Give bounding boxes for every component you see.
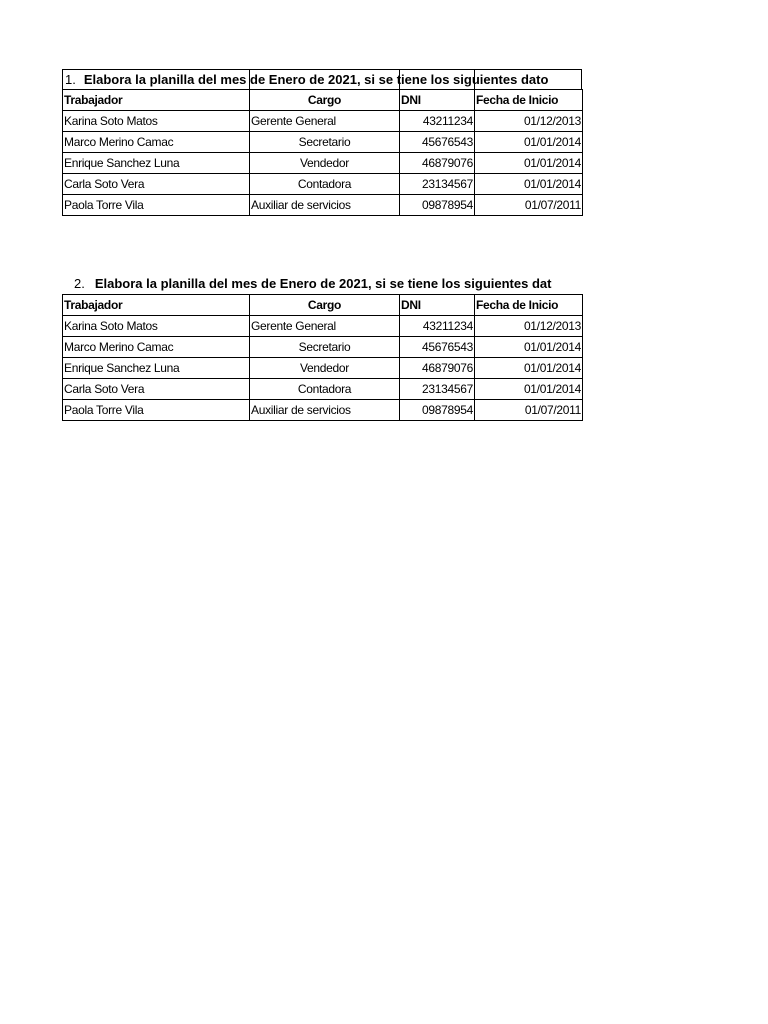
cell-fecha: 01/01/2014: [475, 379, 583, 400]
cell-cargo: Vendedor: [250, 358, 400, 379]
exercise-1-number: 1.: [65, 72, 76, 87]
header-dni: DNI: [400, 90, 475, 111]
cell-trabajador: Enrique Sanchez Luna: [63, 153, 250, 174]
cell-trabajador: Paola Torre Vila: [63, 400, 250, 421]
exercise-1-table: [62, 89, 583, 216]
exercise-1-title-text: Elabora la planilla del mes de Enero de 2021, si se tiene los siguientes dato: [83, 72, 549, 87]
cell-fecha: 01/12/2013: [475, 111, 583, 132]
cell-fecha: 01/01/2014: [475, 174, 583, 195]
cell-trabajador: Karina Soto Matos: [63, 316, 250, 337]
table-row: [63, 153, 583, 174]
cell-cargo: Contadora: [250, 379, 400, 400]
cell-cargo: Secretario: [250, 337, 400, 358]
header-cargo: Cargo: [250, 295, 400, 316]
header-fecha-inicio: Fecha de Inicio: [475, 295, 583, 316]
header-cargo: Cargo: [250, 90, 400, 111]
table-header-row: [63, 295, 583, 316]
cell-fecha: 01/07/2011: [475, 195, 583, 216]
cell-fecha: 01/01/2014: [475, 132, 583, 153]
cell-fecha: 01/01/2014: [475, 358, 583, 379]
cell-dni: 09878954: [400, 195, 475, 216]
cell-cargo: Auxiliar de servicios: [250, 195, 400, 216]
cell-dni: 45676543: [400, 337, 475, 358]
exercise-1-title: [62, 69, 582, 89]
table-row: [63, 400, 583, 421]
cell-cargo: Vendedor: [250, 153, 400, 174]
cell-cargo: Gerente General: [250, 316, 400, 337]
exercise-2-number: 2.: [74, 276, 85, 291]
cell-trabajador: Paola Torre Vila: [63, 195, 250, 216]
exercise-1: [62, 69, 582, 216]
cell-dni: 43211234: [400, 111, 475, 132]
cell-trabajador: Enrique Sanchez Luna: [63, 358, 250, 379]
cell-dni: 46879076: [400, 358, 475, 379]
cell-fecha: 01/01/2014: [475, 153, 583, 174]
cell-cargo: Secretario: [250, 132, 400, 153]
table-row: [63, 132, 583, 153]
cell-fecha: 01/12/2013: [475, 316, 583, 337]
table-row: [63, 174, 583, 195]
header-fecha-inicio: Fecha de Inicio: [475, 90, 583, 111]
cell-dni: 23134567: [400, 174, 475, 195]
cell-fecha: 01/01/2014: [475, 337, 583, 358]
exercise-2-title: [62, 274, 582, 294]
exercise-2: [62, 274, 582, 421]
table-row: [63, 337, 583, 358]
exercise-2-table: [62, 294, 583, 421]
header-dni: DNI: [400, 295, 475, 316]
cell-dni: 09878954: [400, 400, 475, 421]
exercise-2-title-text: Elabora la planilla del mes de Enero de 2021, si se tiene los siguientes dat: [94, 276, 552, 291]
cell-dni: 45676543: [400, 132, 475, 153]
cell-dni: 46879076: [400, 153, 475, 174]
table-row: [63, 316, 583, 337]
table-row: [63, 358, 583, 379]
cell-trabajador: Karina Soto Matos: [63, 111, 250, 132]
cell-cargo: Gerente General: [250, 111, 400, 132]
cell-trabajador: Marco Merino Camac: [63, 337, 250, 358]
cell-trabajador: Marco Merino Camac: [63, 132, 250, 153]
header-trabajador: Trabajador: [63, 90, 250, 111]
table-row: [63, 111, 583, 132]
cell-dni: 43211234: [400, 316, 475, 337]
cell-cargo: Auxiliar de servicios: [250, 400, 400, 421]
table-row: [63, 379, 583, 400]
table-header-row: [63, 90, 583, 111]
cell-cargo: Contadora: [250, 174, 400, 195]
table-row: [63, 195, 583, 216]
cell-trabajador: Carla Soto Vera: [63, 379, 250, 400]
cell-dni: 23134567: [400, 379, 475, 400]
cell-fecha: 01/07/2011: [475, 400, 583, 421]
header-trabajador: Trabajador: [63, 295, 250, 316]
cell-trabajador: Carla Soto Vera: [63, 174, 250, 195]
